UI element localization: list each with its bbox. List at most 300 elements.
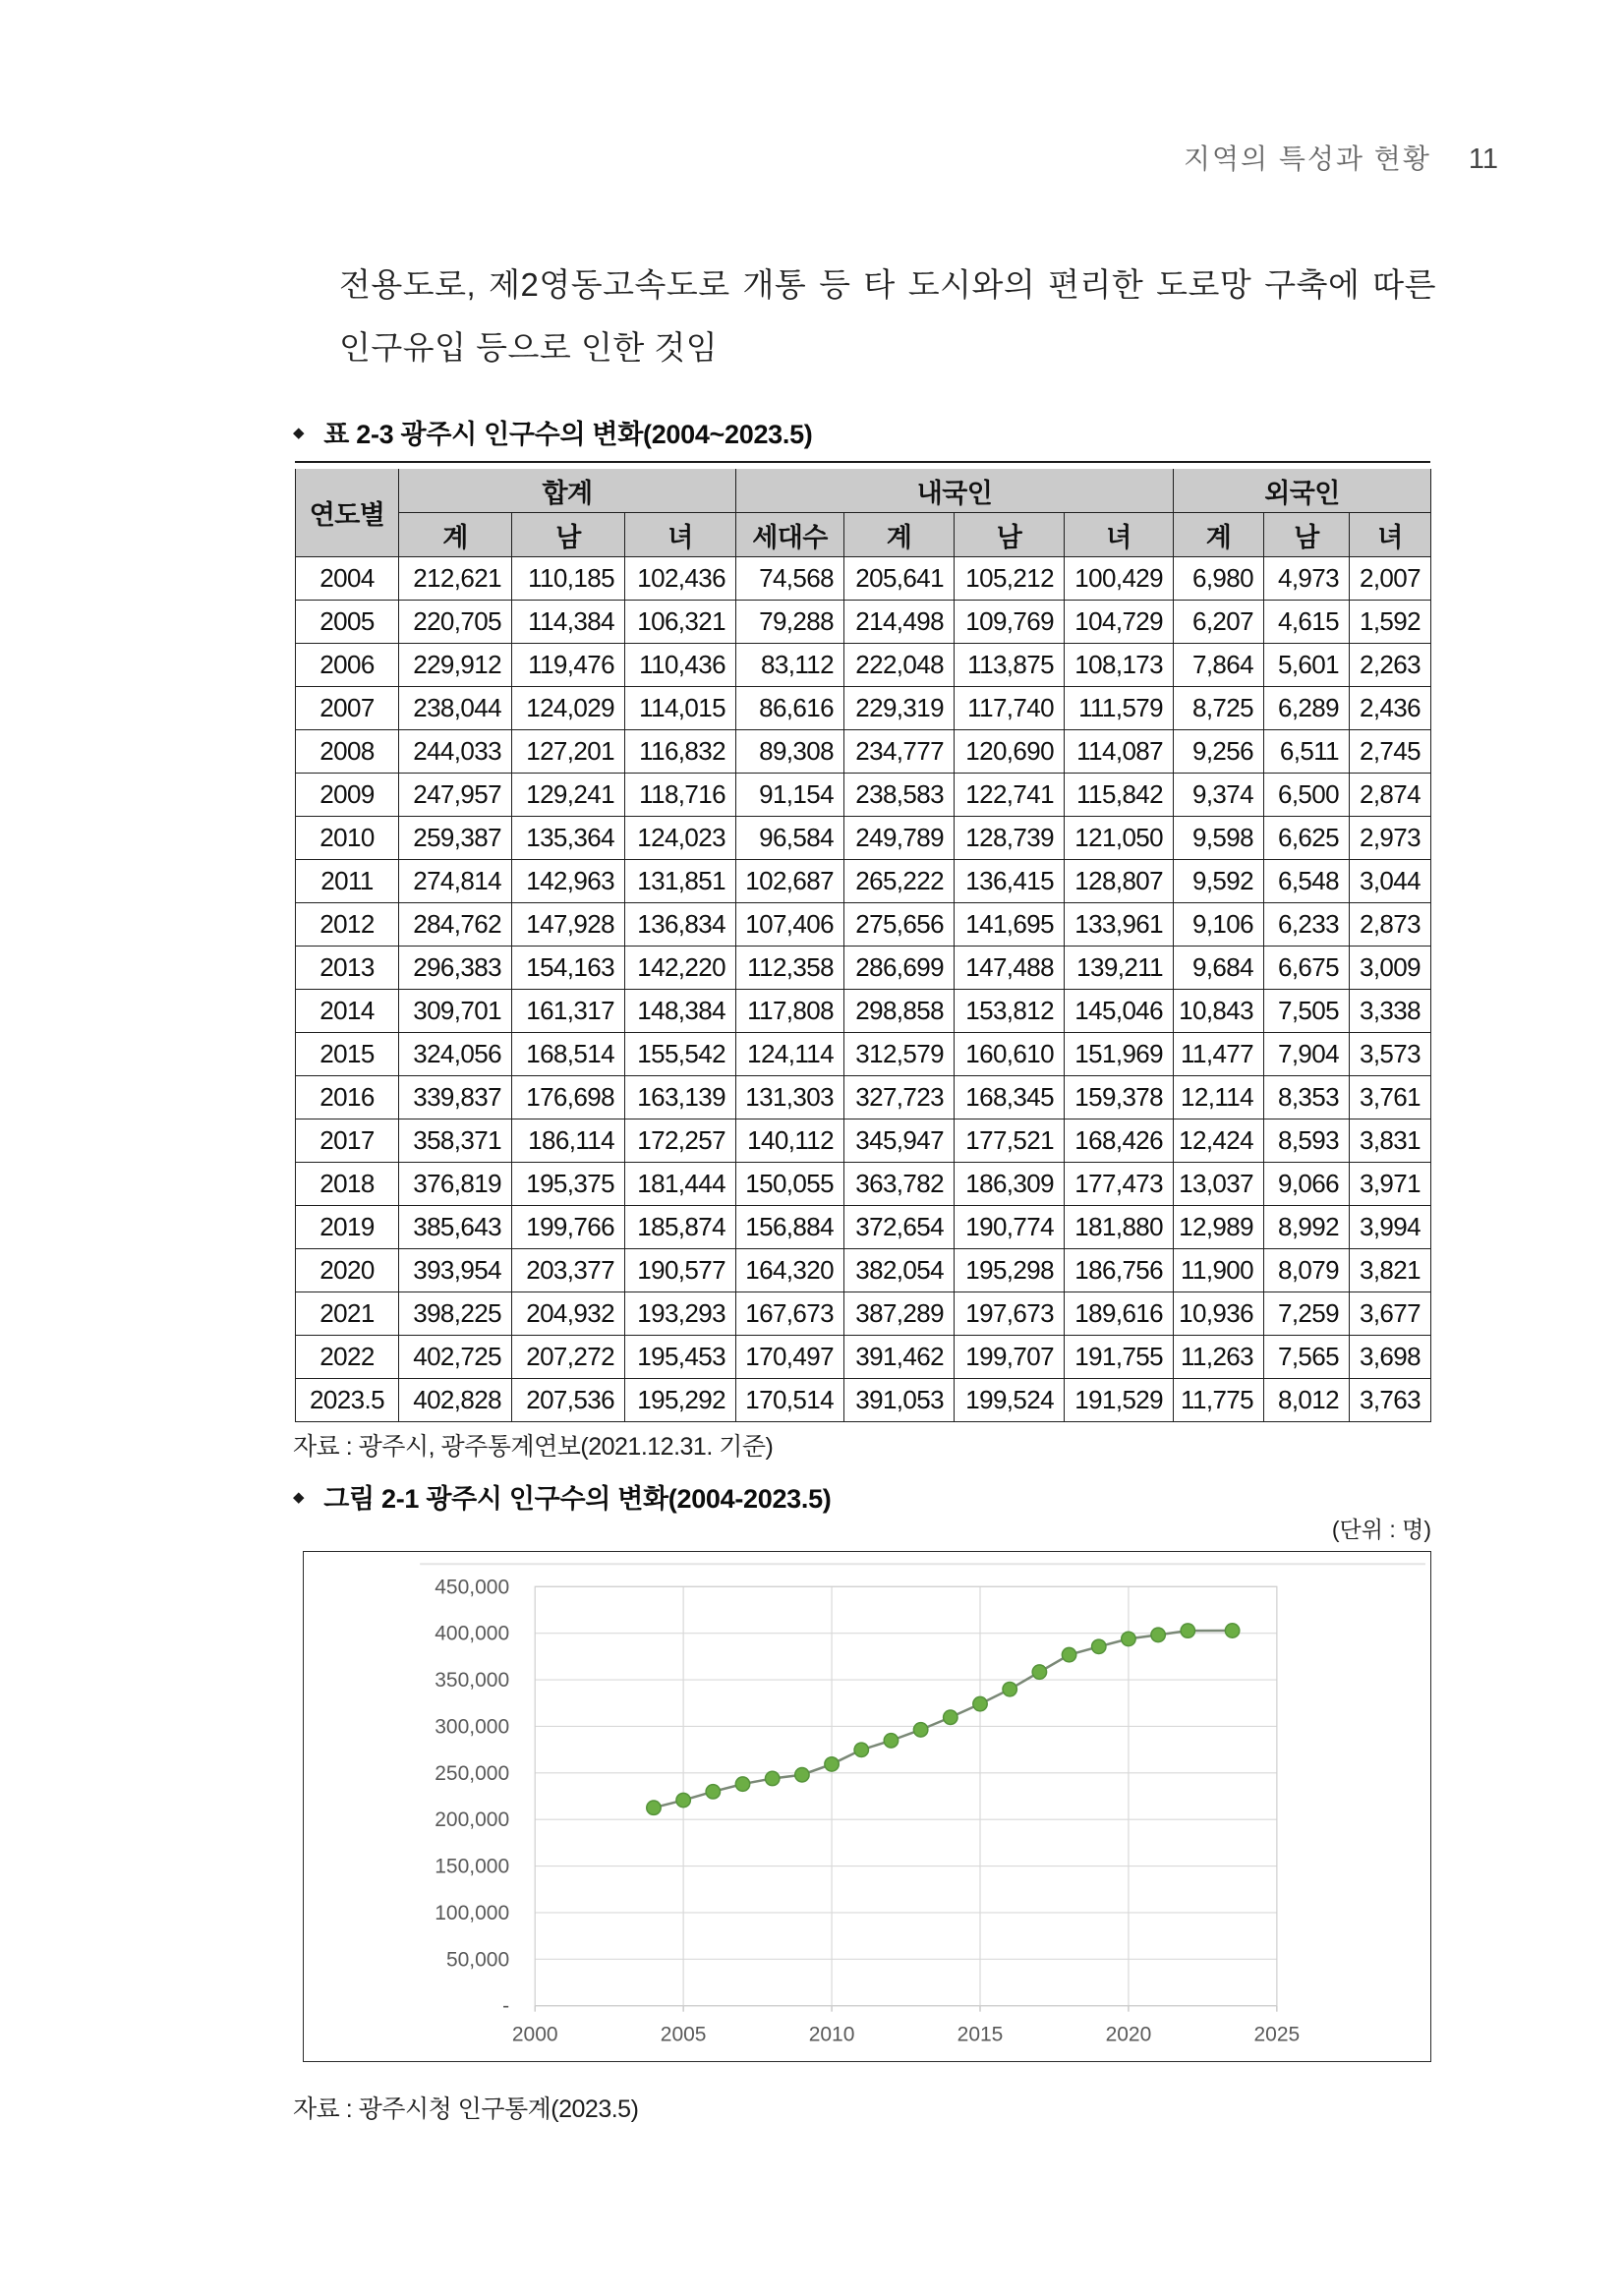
value-cell: 10,843 bbox=[1174, 990, 1264, 1033]
value-cell: 234,777 bbox=[844, 730, 955, 774]
value-cell: 229,319 bbox=[844, 687, 955, 730]
value-cell: 86,616 bbox=[736, 687, 844, 730]
value-cell: 3,831 bbox=[1350, 1119, 1431, 1163]
value-cell: 147,928 bbox=[512, 903, 625, 947]
value-cell: 259,387 bbox=[399, 817, 512, 860]
year-cell: 2008 bbox=[296, 730, 399, 774]
value-cell: 74,568 bbox=[736, 557, 844, 601]
value-cell: 170,514 bbox=[736, 1379, 844, 1422]
value-cell: 244,033 bbox=[399, 730, 512, 774]
value-cell: 164,320 bbox=[736, 1249, 844, 1292]
value-cell: 131,303 bbox=[736, 1076, 844, 1119]
value-cell: 141,695 bbox=[955, 903, 1065, 947]
value-cell: 284,762 bbox=[399, 903, 512, 947]
value-cell: 2,263 bbox=[1350, 644, 1431, 687]
year-cell: 2019 bbox=[296, 1206, 399, 1249]
diamond-bullet-icon: ◆ bbox=[293, 1488, 305, 1506]
data-point bbox=[944, 1710, 957, 1724]
col-group-domestic: 내국인 bbox=[736, 469, 1174, 513]
figure-caption bbox=[293, 1477, 832, 1516]
value-cell: 274,814 bbox=[399, 860, 512, 903]
year-cell: 2004 bbox=[296, 557, 399, 601]
value-cell: 89,308 bbox=[736, 730, 844, 774]
value-cell: 104,729 bbox=[1065, 601, 1174, 644]
table-row bbox=[296, 1163, 1431, 1206]
data-point bbox=[1032, 1665, 1046, 1679]
value-cell: 186,756 bbox=[1065, 1249, 1174, 1292]
data-point bbox=[1062, 1647, 1075, 1661]
page-header bbox=[1184, 138, 1498, 177]
value-cell: 286,699 bbox=[844, 947, 955, 990]
value-cell: 154,163 bbox=[512, 947, 625, 990]
value-cell: 222,048 bbox=[844, 644, 955, 687]
value-cell: 265,222 bbox=[844, 860, 955, 903]
x-axis-tick-label: 2010 bbox=[808, 2023, 855, 2046]
value-cell: 3,763 bbox=[1350, 1379, 1431, 1422]
value-cell: 9,598 bbox=[1174, 817, 1264, 860]
table-row bbox=[296, 1119, 1431, 1163]
value-cell: 114,015 bbox=[625, 687, 736, 730]
year-cell: 2007 bbox=[296, 687, 399, 730]
running-title: 지역의 특성과 현황 bbox=[1183, 144, 1431, 174]
col-header: 녀 bbox=[1065, 513, 1174, 557]
value-cell: 7,259 bbox=[1264, 1292, 1350, 1336]
value-cell: 275,656 bbox=[844, 903, 955, 947]
y-axis-tick-label: 200,000 bbox=[435, 1808, 510, 1832]
value-cell: 155,542 bbox=[625, 1033, 736, 1076]
value-cell: 151,969 bbox=[1065, 1033, 1174, 1076]
value-cell: 13,037 bbox=[1174, 1163, 1264, 1206]
y-axis-tick-label: 350,000 bbox=[435, 1669, 510, 1693]
value-cell: 168,345 bbox=[955, 1076, 1065, 1119]
data-point bbox=[676, 1793, 690, 1807]
value-cell: 2,973 bbox=[1350, 817, 1431, 860]
value-cell: 2,436 bbox=[1350, 687, 1431, 730]
value-cell: 3,698 bbox=[1350, 1336, 1431, 1379]
value-cell: 324,056 bbox=[399, 1033, 512, 1076]
y-axis-tick-label: 450,000 bbox=[435, 1576, 510, 1599]
data-point bbox=[825, 1757, 839, 1771]
value-cell: 195,375 bbox=[512, 1163, 625, 1206]
value-cell: 6,980 bbox=[1174, 557, 1264, 601]
value-cell: 11,263 bbox=[1174, 1336, 1264, 1379]
value-cell: 108,173 bbox=[1065, 644, 1174, 687]
value-cell: 11,775 bbox=[1174, 1379, 1264, 1422]
value-cell: 190,577 bbox=[625, 1249, 736, 1292]
value-cell: 9,256 bbox=[1174, 730, 1264, 774]
value-cell: 118,716 bbox=[625, 774, 736, 817]
table-row bbox=[296, 1206, 1431, 1249]
x-axis-tick-label: 2025 bbox=[1253, 2023, 1301, 2046]
col-header: 계 bbox=[844, 513, 955, 557]
col-header: 계 bbox=[1174, 513, 1264, 557]
value-cell: 11,900 bbox=[1174, 1249, 1264, 1292]
value-cell: 163,139 bbox=[625, 1076, 736, 1119]
value-cell: 199,707 bbox=[955, 1336, 1065, 1379]
value-cell: 156,884 bbox=[736, 1206, 844, 1249]
value-cell: 195,292 bbox=[625, 1379, 736, 1422]
value-cell: 114,087 bbox=[1065, 730, 1174, 774]
value-cell: 116,832 bbox=[625, 730, 736, 774]
value-cell: 128,739 bbox=[955, 817, 1065, 860]
value-cell: 391,462 bbox=[844, 1336, 955, 1379]
value-cell: 376,819 bbox=[399, 1163, 512, 1206]
value-cell: 124,029 bbox=[512, 687, 625, 730]
value-cell: 190,774 bbox=[955, 1206, 1065, 1249]
value-cell: 345,947 bbox=[844, 1119, 955, 1163]
value-cell: 197,673 bbox=[955, 1292, 1065, 1336]
diamond-bullet-icon: ◆ bbox=[293, 424, 305, 441]
value-cell: 7,904 bbox=[1264, 1033, 1350, 1076]
value-cell: 6,511 bbox=[1264, 730, 1350, 774]
y-axis-tick-label: 250,000 bbox=[435, 1761, 510, 1785]
value-cell: 3,338 bbox=[1350, 990, 1431, 1033]
value-cell: 2,745 bbox=[1350, 730, 1431, 774]
value-cell: 106,321 bbox=[625, 601, 736, 644]
value-cell: 5,601 bbox=[1264, 644, 1350, 687]
value-cell: 177,473 bbox=[1065, 1163, 1174, 1206]
value-cell: 117,808 bbox=[736, 990, 844, 1033]
value-cell: 113,875 bbox=[955, 644, 1065, 687]
value-cell: 387,289 bbox=[844, 1292, 955, 1336]
value-cell: 12,989 bbox=[1174, 1206, 1264, 1249]
year-cell: 2005 bbox=[296, 601, 399, 644]
value-cell: 191,529 bbox=[1065, 1379, 1174, 1422]
value-cell: 135,364 bbox=[512, 817, 625, 860]
value-cell: 195,453 bbox=[625, 1336, 736, 1379]
value-cell: 122,741 bbox=[955, 774, 1065, 817]
year-cell: 2006 bbox=[296, 644, 399, 687]
value-cell: 100,429 bbox=[1065, 557, 1174, 601]
value-cell: 312,579 bbox=[844, 1033, 955, 1076]
value-cell: 111,579 bbox=[1065, 687, 1174, 730]
value-cell: 298,858 bbox=[844, 990, 955, 1033]
value-cell: 121,050 bbox=[1065, 817, 1174, 860]
value-cell: 79,288 bbox=[736, 601, 844, 644]
value-cell: 107,406 bbox=[736, 903, 844, 947]
value-cell: 6,625 bbox=[1264, 817, 1350, 860]
value-cell: 7,565 bbox=[1264, 1336, 1350, 1379]
y-axis-tick-label: - bbox=[502, 1994, 510, 2018]
value-cell: 127,201 bbox=[512, 730, 625, 774]
value-cell: 402,725 bbox=[399, 1336, 512, 1379]
y-axis-tick-label: 300,000 bbox=[435, 1715, 510, 1739]
col-header: 남 bbox=[1264, 513, 1350, 557]
value-cell: 9,106 bbox=[1174, 903, 1264, 947]
value-cell: 181,880 bbox=[1065, 1206, 1174, 1249]
data-point bbox=[647, 1801, 661, 1814]
plot-border bbox=[535, 1586, 1277, 2005]
value-cell: 136,834 bbox=[625, 903, 736, 947]
value-cell: 327,723 bbox=[844, 1076, 955, 1119]
y-axis-tick-label: 100,000 bbox=[435, 1901, 510, 1924]
year-cell: 2016 bbox=[296, 1076, 399, 1119]
data-point bbox=[973, 1696, 987, 1710]
value-cell: 109,769 bbox=[955, 601, 1065, 644]
value-cell: 177,521 bbox=[955, 1119, 1065, 1163]
data-point bbox=[795, 1768, 809, 1782]
table-row bbox=[296, 990, 1431, 1033]
value-cell: 372,654 bbox=[844, 1206, 955, 1249]
table-row bbox=[296, 1336, 1431, 1379]
data-point bbox=[1181, 1624, 1194, 1637]
table-caption bbox=[293, 413, 813, 451]
value-cell: 8,992 bbox=[1264, 1206, 1350, 1249]
value-cell: 124,023 bbox=[625, 817, 736, 860]
value-cell: 3,044 bbox=[1350, 860, 1431, 903]
value-cell: 6,500 bbox=[1264, 774, 1350, 817]
col-header: 세대수 bbox=[736, 513, 844, 557]
value-cell: 2,873 bbox=[1350, 903, 1431, 947]
value-cell: 8,012 bbox=[1264, 1379, 1350, 1422]
value-cell: 199,524 bbox=[955, 1379, 1065, 1422]
year-cell: 2011 bbox=[296, 860, 399, 903]
data-point bbox=[1225, 1624, 1239, 1637]
value-cell: 189,616 bbox=[1065, 1292, 1174, 1336]
value-cell: 114,384 bbox=[512, 601, 625, 644]
value-cell: 214,498 bbox=[844, 601, 955, 644]
value-cell: 1,592 bbox=[1350, 601, 1431, 644]
value-cell: 110,436 bbox=[625, 644, 736, 687]
data-point bbox=[854, 1743, 868, 1756]
year-cell: 2018 bbox=[296, 1163, 399, 1206]
value-cell: 102,687 bbox=[736, 860, 844, 903]
value-cell: 83,112 bbox=[736, 644, 844, 687]
value-cell: 147,488 bbox=[955, 947, 1065, 990]
x-axis-tick-label: 2005 bbox=[660, 2023, 707, 2046]
value-cell: 309,701 bbox=[399, 990, 512, 1033]
table-row bbox=[296, 601, 1431, 644]
table-row bbox=[296, 1076, 1431, 1119]
value-cell: 150,055 bbox=[736, 1163, 844, 1206]
paragraph-line: 전용도로, 제2영동고속도로 개통 등 타 도시와의 편리한 도로망 구축에 따른 bbox=[339, 266, 1436, 303]
value-cell: 110,185 bbox=[512, 557, 625, 601]
value-cell: 9,066 bbox=[1264, 1163, 1350, 1206]
table-row bbox=[296, 557, 1431, 601]
value-cell: 238,044 bbox=[399, 687, 512, 730]
y-axis-tick-label: 150,000 bbox=[435, 1855, 510, 1878]
data-point bbox=[1122, 1632, 1135, 1645]
year-cell: 2021 bbox=[296, 1292, 399, 1336]
value-cell: 8,593 bbox=[1264, 1119, 1350, 1163]
value-cell: 8,353 bbox=[1264, 1076, 1350, 1119]
data-point bbox=[913, 1723, 927, 1737]
value-cell: 176,698 bbox=[512, 1076, 625, 1119]
value-cell: 391,053 bbox=[844, 1379, 955, 1422]
value-cell: 12,114 bbox=[1174, 1076, 1264, 1119]
value-cell: 112,358 bbox=[736, 947, 844, 990]
value-cell: 2,874 bbox=[1350, 774, 1431, 817]
value-cell: 229,912 bbox=[399, 644, 512, 687]
y-axis-tick-label: 400,000 bbox=[435, 1622, 510, 1645]
year-cell: 2014 bbox=[296, 990, 399, 1033]
value-cell: 170,497 bbox=[736, 1336, 844, 1379]
y-axis-tick-label: 50,000 bbox=[445, 1948, 510, 1972]
value-cell: 6,207 bbox=[1174, 601, 1264, 644]
year-cell: 2017 bbox=[296, 1119, 399, 1163]
year-cell: 2010 bbox=[296, 817, 399, 860]
value-cell: 6,289 bbox=[1264, 687, 1350, 730]
table-top-rule bbox=[295, 461, 1430, 463]
value-cell: 385,643 bbox=[399, 1206, 512, 1249]
paragraph-line: 인구유입 등으로 인한 것임 bbox=[339, 329, 719, 366]
value-cell: 3,761 bbox=[1350, 1076, 1431, 1119]
value-cell: 363,782 bbox=[844, 1163, 955, 1206]
value-cell: 8,725 bbox=[1174, 687, 1264, 730]
value-cell: 168,514 bbox=[512, 1033, 625, 1076]
x-axis-tick-label: 2015 bbox=[957, 2023, 1004, 2046]
value-cell: 115,842 bbox=[1065, 774, 1174, 817]
value-cell: 142,220 bbox=[625, 947, 736, 990]
value-cell: 129,241 bbox=[512, 774, 625, 817]
value-cell: 172,257 bbox=[625, 1119, 736, 1163]
value-cell: 212,621 bbox=[399, 557, 512, 601]
value-cell: 249,789 bbox=[844, 817, 955, 860]
value-cell: 199,766 bbox=[512, 1206, 625, 1249]
value-cell: 10,936 bbox=[1174, 1292, 1264, 1336]
chart-container bbox=[303, 1551, 1431, 2062]
value-cell: 6,548 bbox=[1264, 860, 1350, 903]
value-cell: 296,383 bbox=[399, 947, 512, 990]
value-cell: 204,932 bbox=[512, 1292, 625, 1336]
unit-label: (단위 : 명) bbox=[1331, 1517, 1431, 1542]
value-cell: 161,317 bbox=[512, 990, 625, 1033]
value-cell: 168,426 bbox=[1065, 1119, 1174, 1163]
year-cell: 2009 bbox=[296, 774, 399, 817]
value-cell: 96,584 bbox=[736, 817, 844, 860]
x-axis-tick-label: 2000 bbox=[511, 2023, 558, 2046]
value-cell: 6,675 bbox=[1264, 947, 1350, 990]
value-cell: 102,436 bbox=[625, 557, 736, 601]
value-cell: 160,610 bbox=[955, 1033, 1065, 1076]
table-row bbox=[296, 687, 1431, 730]
table-row bbox=[296, 903, 1431, 947]
table-row bbox=[296, 860, 1431, 903]
value-cell: 3,009 bbox=[1350, 947, 1431, 990]
value-cell: 3,573 bbox=[1350, 1033, 1431, 1076]
value-cell: 9,684 bbox=[1174, 947, 1264, 990]
col-header: 남 bbox=[955, 513, 1065, 557]
value-cell: 398,225 bbox=[399, 1292, 512, 1336]
value-cell: 140,112 bbox=[736, 1119, 844, 1163]
value-cell: 3,677 bbox=[1350, 1292, 1431, 1336]
value-cell: 6,233 bbox=[1264, 903, 1350, 947]
table-row bbox=[296, 1379, 1431, 1422]
value-cell: 4,973 bbox=[1264, 557, 1350, 601]
population-table-body bbox=[296, 557, 1431, 1422]
value-cell: 120,690 bbox=[955, 730, 1065, 774]
figure-source: 자료 : 광주시청 인구통계(2023.5) bbox=[293, 2095, 639, 2123]
data-point bbox=[735, 1777, 749, 1791]
table-header bbox=[296, 469, 1431, 557]
data-point bbox=[1151, 1628, 1165, 1641]
value-cell: 124,114 bbox=[736, 1033, 844, 1076]
value-cell: 220,705 bbox=[399, 601, 512, 644]
value-cell: 193,293 bbox=[625, 1292, 736, 1336]
table-row bbox=[296, 817, 1431, 860]
value-cell: 238,583 bbox=[844, 774, 955, 817]
data-point bbox=[1092, 1639, 1106, 1653]
value-cell: 195,298 bbox=[955, 1249, 1065, 1292]
value-cell: 203,377 bbox=[512, 1249, 625, 1292]
year-cell: 2023.5 bbox=[296, 1379, 399, 1422]
value-cell: 185,874 bbox=[625, 1206, 736, 1249]
col-header-year: 연도별 bbox=[296, 469, 399, 557]
value-cell: 3,821 bbox=[1350, 1249, 1431, 1292]
value-cell: 148,384 bbox=[625, 990, 736, 1033]
value-cell: 205,641 bbox=[844, 557, 955, 601]
year-cell: 2012 bbox=[296, 903, 399, 947]
value-cell: 9,374 bbox=[1174, 774, 1264, 817]
value-cell: 247,957 bbox=[399, 774, 512, 817]
table-row bbox=[296, 1292, 1431, 1336]
value-cell: 11,477 bbox=[1174, 1033, 1264, 1076]
population-table bbox=[295, 469, 1431, 1422]
value-cell: 119,476 bbox=[512, 644, 625, 687]
value-cell: 8,079 bbox=[1264, 1249, 1350, 1292]
value-cell: 167,673 bbox=[736, 1292, 844, 1336]
value-cell: 153,812 bbox=[955, 990, 1065, 1033]
table-row bbox=[296, 644, 1431, 687]
table-caption-text: 표 2-3 광주시 인구수의 변화(2004~2023.5) bbox=[323, 420, 813, 449]
value-cell: 181,444 bbox=[625, 1163, 736, 1206]
data-point bbox=[706, 1785, 720, 1799]
value-cell: 382,054 bbox=[844, 1249, 955, 1292]
page-number: 11 bbox=[1468, 144, 1498, 175]
value-cell: 136,415 bbox=[955, 860, 1065, 903]
value-cell: 145,046 bbox=[1065, 990, 1174, 1033]
data-point bbox=[765, 1771, 779, 1785]
col-header: 녀 bbox=[1350, 513, 1431, 557]
value-cell: 7,864 bbox=[1174, 644, 1264, 687]
value-cell: 207,272 bbox=[512, 1336, 625, 1379]
value-cell: 12,424 bbox=[1174, 1119, 1264, 1163]
table-row bbox=[296, 947, 1431, 990]
year-cell: 2013 bbox=[296, 947, 399, 990]
table-row bbox=[296, 1249, 1431, 1292]
col-group-total: 합계 bbox=[399, 469, 736, 513]
col-header: 남 bbox=[512, 513, 625, 557]
value-cell: 105,212 bbox=[955, 557, 1065, 601]
year-cell: 2020 bbox=[296, 1249, 399, 1292]
value-cell: 131,851 bbox=[625, 860, 736, 903]
population-line-chart bbox=[304, 1552, 1430, 2061]
col-group-foreign: 외국인 bbox=[1174, 469, 1431, 513]
table-source: 자료 : 광주시, 광주통계연보(2021.12.31. 기준) bbox=[293, 1433, 774, 1461]
value-cell: 128,807 bbox=[1065, 860, 1174, 903]
figure-caption-text: 그림 2-1 광주시 인구수의 변화(2004-2023.5) bbox=[323, 1484, 832, 1514]
table-row bbox=[296, 1033, 1431, 1076]
value-cell: 339,837 bbox=[399, 1076, 512, 1119]
table-row bbox=[296, 774, 1431, 817]
col-header: 녀 bbox=[625, 513, 736, 557]
year-cell: 2022 bbox=[296, 1336, 399, 1379]
value-cell: 91,154 bbox=[736, 774, 844, 817]
value-cell: 402,828 bbox=[399, 1379, 512, 1422]
body-paragraph bbox=[339, 254, 1436, 379]
value-cell: 3,971 bbox=[1350, 1163, 1431, 1206]
value-cell: 133,961 bbox=[1065, 903, 1174, 947]
value-cell: 4,615 bbox=[1264, 601, 1350, 644]
value-cell: 186,309 bbox=[955, 1163, 1065, 1206]
value-cell: 186,114 bbox=[512, 1119, 625, 1163]
value-cell: 139,211 bbox=[1065, 947, 1174, 990]
value-cell: 358,371 bbox=[399, 1119, 512, 1163]
x-axis-tick-label: 2020 bbox=[1105, 2023, 1152, 2046]
table-row bbox=[296, 730, 1431, 774]
value-cell: 2,007 bbox=[1350, 557, 1431, 601]
value-cell: 9,592 bbox=[1174, 860, 1264, 903]
